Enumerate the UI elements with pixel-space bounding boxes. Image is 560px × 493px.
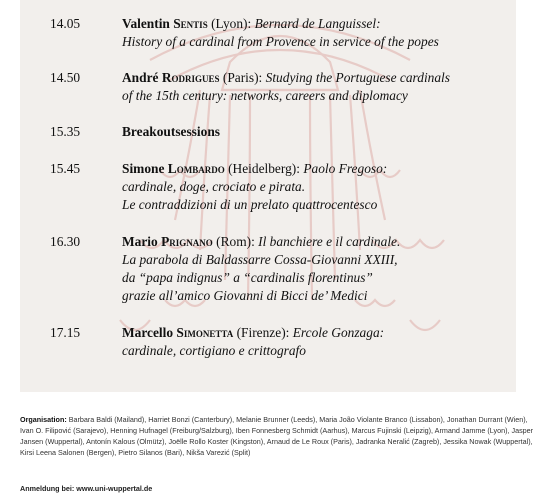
organisation-names: Barbara Baldi (Mailand), Harriet Bonzi (Canterbury), Melanie Brunner (Leeds), Maria João Violante Branco (Lissabon), Jonathan Durrant (Wien), Ivan O. Filipović (Sarajevo), Henning Hufnagel (Freiburg/Salzburg), Iben Fonnesberg Schmidt (Aarhus), Marcus Fujinski (Leipzig), Armand Jamme (Lyon), Jasper Jansen (Wuppertal), Antonín Kalous (Olmütz), Joëlle Rollo Koster (Kingston), Arnaud de Le Roux (Paris), Jadranka Neralić (Zagreb), Jessika Nowak (Wuppertal), Kirsi Leena Salonen (Bergen), Pietro Silanos (Bari), Nikša Varezić (Split): [20, 415, 534, 457]
session-body: [122, 160, 522, 214]
session-body: [122, 233, 522, 305]
session-time: 15.35: [50, 124, 81, 139]
talk-title-line: Il banchiere e il cardinale.: [258, 234, 401, 249]
session-time: 14.05: [50, 16, 81, 31]
talk-title-line: cardinale, doge, crociato e pirata.: [122, 179, 306, 194]
session-body: [122, 69, 522, 105]
talk-title-line: Bernard de Languissel:: [254, 16, 381, 31]
session-body: [122, 324, 522, 360]
session-time: 14.50: [50, 70, 81, 85]
speaker-last-name: Simonetta: [176, 325, 234, 340]
speaker-place: (Lyon):: [211, 16, 252, 31]
talk-title-line: Le contraddizioni di un prelato quattrocentesco: [122, 197, 378, 212]
speaker-last-name: Rodrigues: [161, 70, 220, 85]
speaker-place: (Heidelberg):: [228, 161, 300, 176]
talk-title-line: of the 15th century: networks, careers and diplomacy: [122, 88, 408, 103]
speaker-place: (Rom):: [216, 234, 255, 249]
speaker-last-name: Prignano: [161, 234, 213, 249]
speaker-first-name: Simone: [122, 161, 165, 176]
organisation-credits: [20, 414, 540, 458]
session-body: [122, 123, 522, 141]
speaker-place: (Firenze):: [236, 325, 290, 340]
talk-title-line: grazie all’amico Giovanni di Bicci de’ Medici: [122, 288, 368, 303]
speaker-first-name: Marcello: [122, 325, 174, 340]
organisation-label: Organisation:: [20, 415, 67, 424]
breakout-label: Breakoutsessions: [122, 124, 220, 139]
speaker-place: (Paris):: [222, 70, 263, 85]
talk-title-line: da “papa indignus” a “cardinalis florentinus”: [122, 270, 373, 285]
session-body: [122, 15, 522, 51]
talk-title-line: cardinale, cortigiano e crittografo: [122, 343, 306, 358]
session-time: 15.45: [50, 161, 81, 176]
talk-title-line: La parabola di Baldassarre Cossa-Giovanni XXIII,: [122, 252, 398, 267]
speaker-first-name: André: [122, 70, 159, 85]
speaker-first-name: Mario: [122, 234, 158, 249]
talk-title-line: Ercole Gonzaga:: [292, 325, 385, 340]
registration-note: Anmeldung bei: www.uni-wuppertal.de: [20, 484, 153, 493]
speaker-last-name: Sentis: [173, 16, 208, 31]
session-time: 17.15: [50, 325, 81, 340]
talk-title-line: Paolo Fregoso:: [303, 161, 388, 176]
talk-title-line: Studying the Portuguese cardinals: [265, 70, 450, 85]
speaker-last-name: Lombardo: [167, 161, 225, 176]
speaker-first-name: Valentin: [122, 16, 170, 31]
session-time: 16.30: [50, 234, 81, 249]
talk-title-line: History of a cardinal from Provence in service of the popes: [122, 34, 439, 49]
